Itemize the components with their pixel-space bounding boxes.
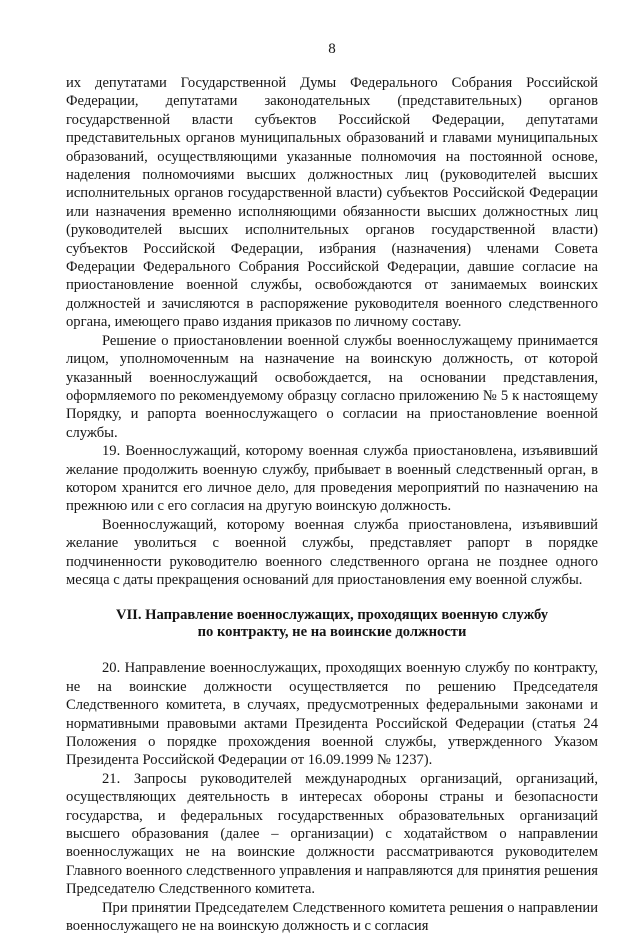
section-heading-line-1: VII. Направление военнослужащих, проходящих военную службу <box>115 607 549 624</box>
paragraph-dismissal: Военнослужащий, которому военная служба приостановлена, изъявивший желание уволиться с военной службы, представляет рапорт в порядке подчиненности руководителю военного следственного органа не позднее одного месяца с даты прекращения оснований для приостановления ему военной службы. <box>66 516 598 588</box>
section-heading <box>66 607 598 641</box>
paragraph-21: 21. Запросы руководителей международных организаций, организаций, осуществляющих деятельность в интересах обороны страны и безопасности государства, и федеральных государственных образовательных организаций высшего образования (далее – организации) с ходатайством о направлении военнослужащих не на воинские должности рассматриваются руководителем Главного военного следственного управления и направляются для принятия решения Председателю Следственного комитета. <box>66 770 598 898</box>
section-heading-line-2: по контракту, не на воинские должности <box>197 624 467 641</box>
document-body <box>66 74 598 935</box>
paragraph-19: 19. Военнослужащий, которому военная служба приостановлена, изъявивший желание продолжить военную службу, прибывает в военный следственный орган, в котором хранится его личное дело, для проведения мероприятий по назначению на прежнюю или с его согласия на другую воинскую должность. <box>66 443 598 515</box>
paragraph-continuation: их депутатами Государственной Думы Федерального Собрания Российской Федерации, депутатами законодательных (представительных) органов государственной власти субъектов Российской Федерации, депутатами представительных органов муниципальных образований и главами муниципальных образований, осуществляющими указанные полномочия на постоянной основе, наделения полномочиями высших должностных лиц (руководителей высших исполнительных органов государственной власти) субъектов Российской Федерации или назначения временно исполняющими обязанности высших должностных лиц (руководителей высших исполнительных органов государственной власти) субъектов Российской Федерации, избрания (назначения) членами Совета Федерации Федерального Собрания Российской Федерации, давшие согласие на приостановление военной службы, освобождаются от занимаемых воинских должностей и зачисляются в распоряжение руководителя военного следственного органа, имеющего право издания приказов по личному составу. <box>66 75 598 331</box>
paragraph-decision-direction: При принятии Председателем Следственного комитета решения о направлении военнослужащего не на воинскую должность и с согласия <box>66 899 598 935</box>
paragraph-20: 20. Направление военнослужащих, проходящих военную службу по контракту, не на воинские должности осуществляется по решению Председателя Следственного комитета, в случаях, предусмотренных федеральными законами и нормативными правовыми актами Президента Российской Федерации (статья 24 Положения о порядке прохождения военной службы, утвержденного Указом Президента Российской Федерации от 16.09.1999 № 1237). <box>66 660 598 769</box>
document-page <box>66 0 598 935</box>
paragraph-decision: Решение о приостановлении военной службы военнослужащему принимается лицом, уполномоченным на назначение на воинскую должность, от которой указанный военнослужащий освобождается, на основании представления, оформляемого по рекомендуемому образцу согласно приложению № 5 к настоящему Порядку, и рапорта военнослужащего о согласии на приостановление военной службы. <box>66 332 598 441</box>
page-number: 8 <box>328 41 336 57</box>
